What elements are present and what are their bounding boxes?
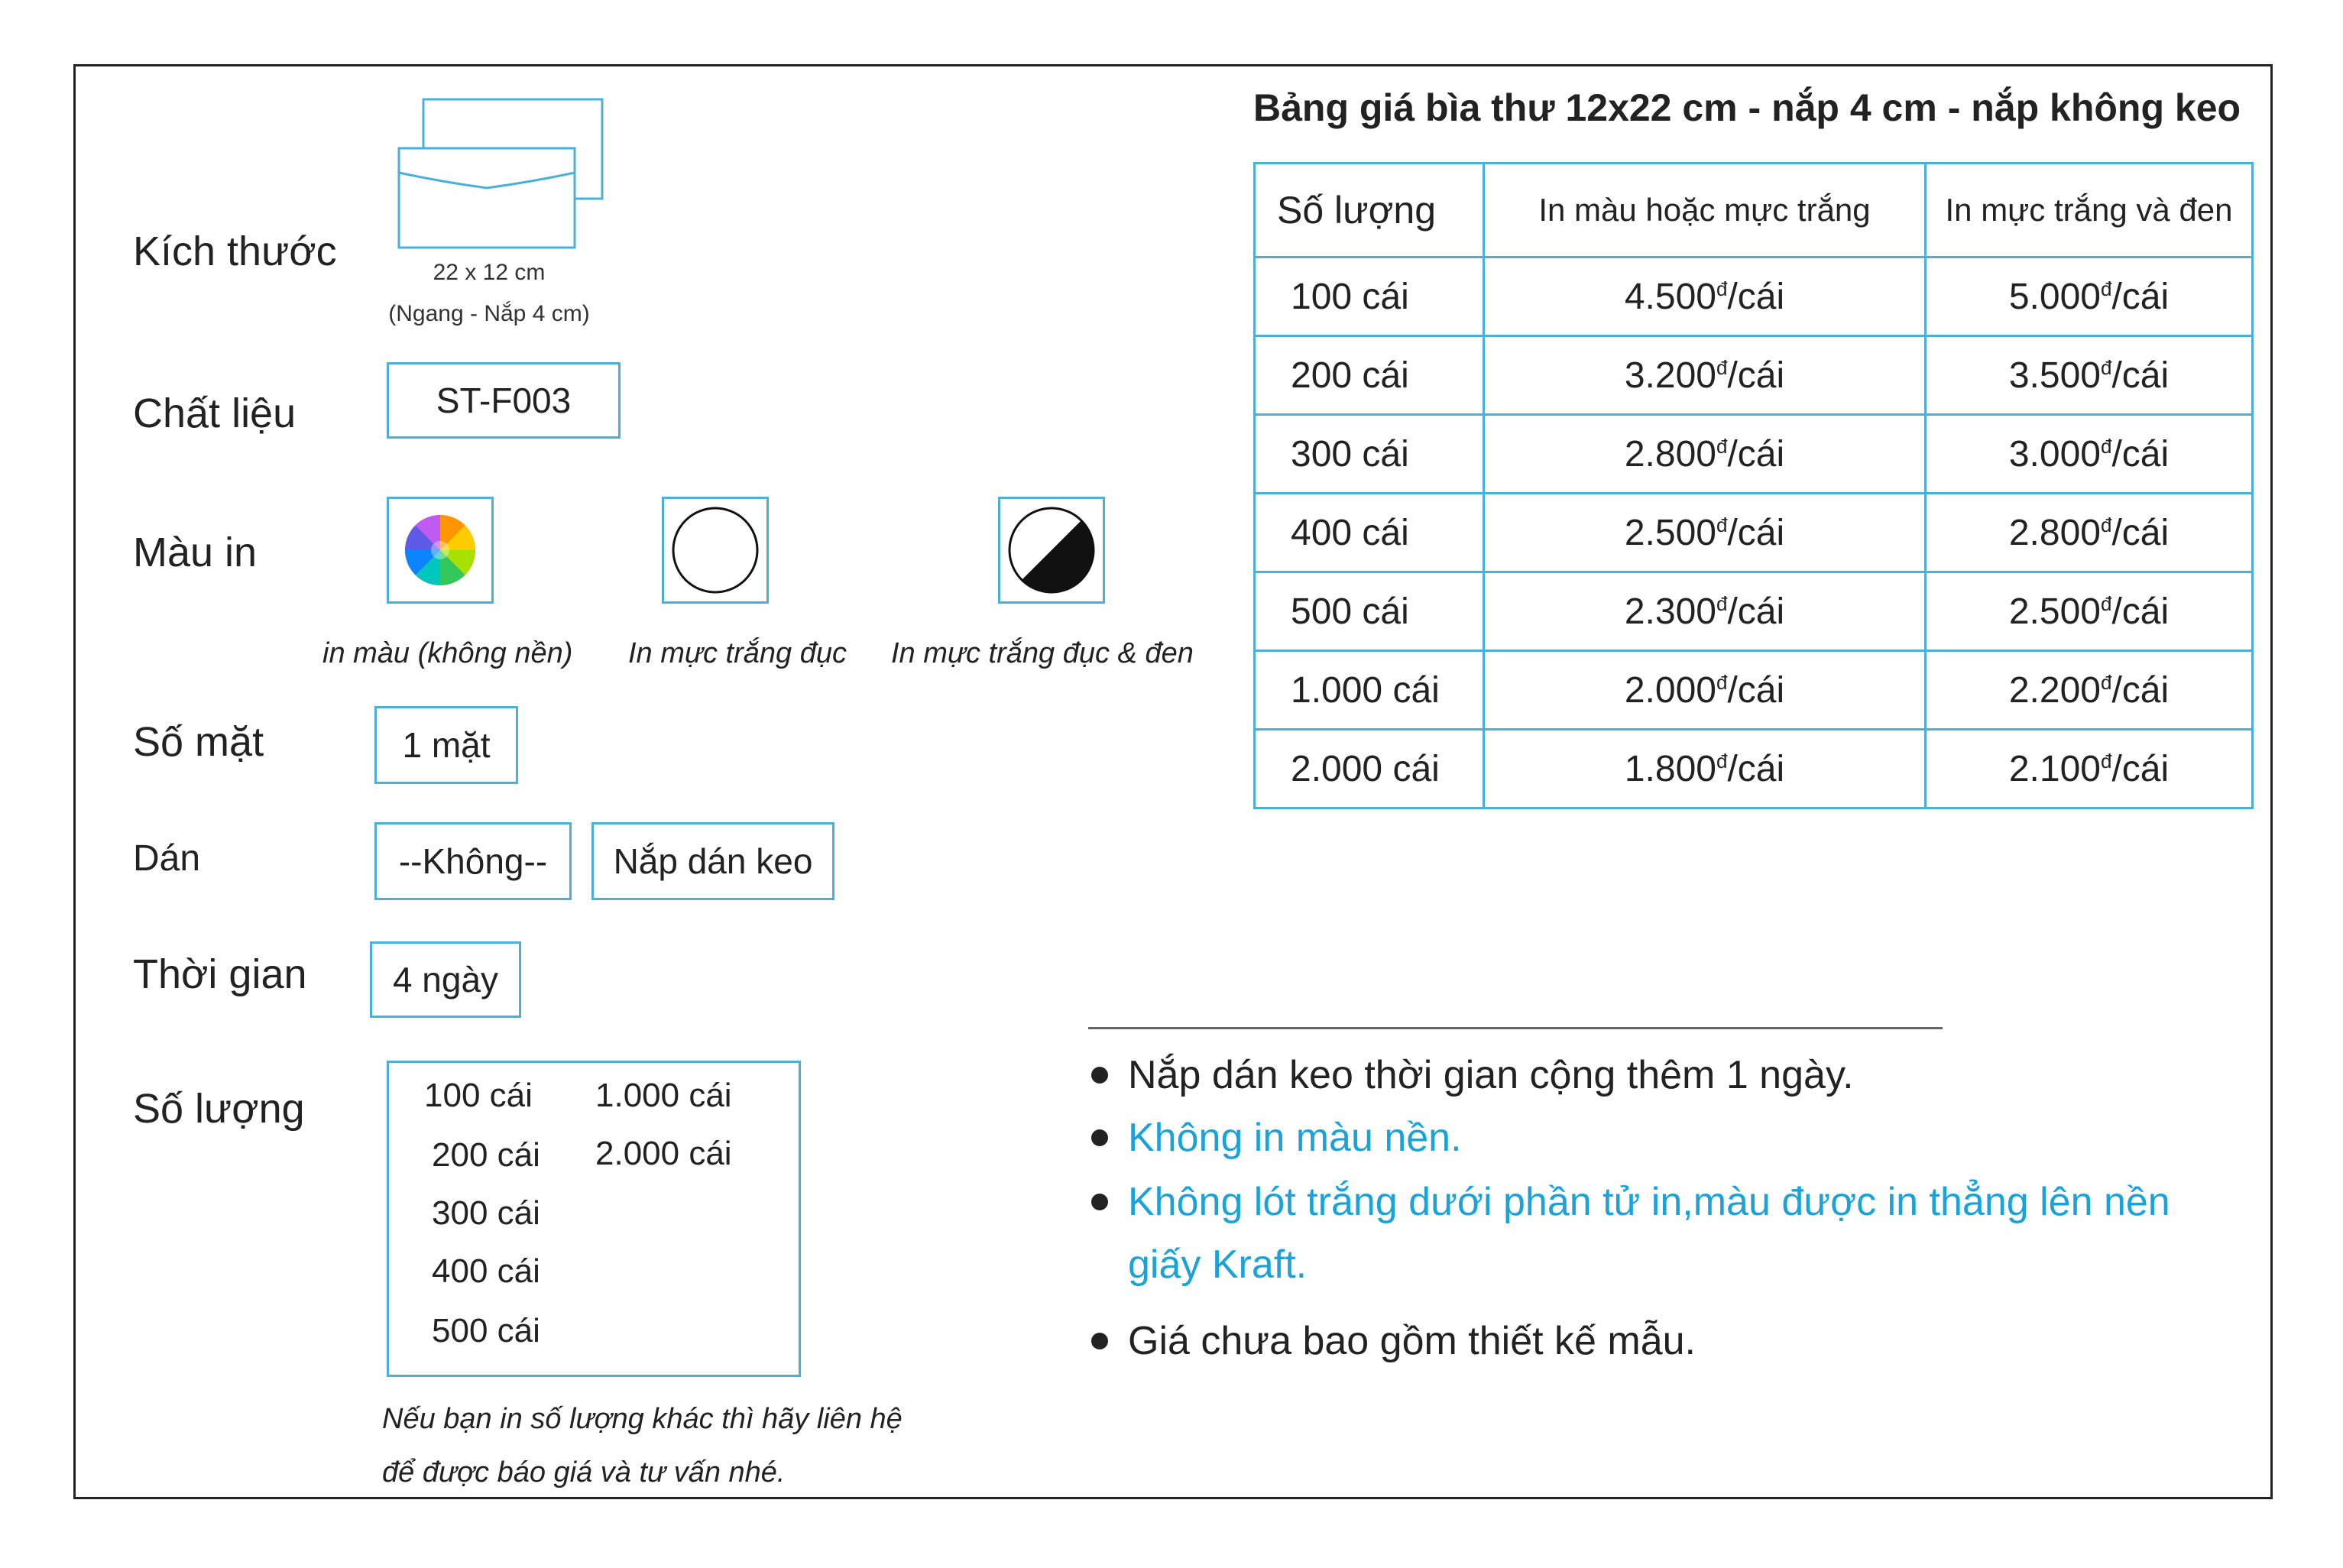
price-unit: /cái [1727, 433, 1785, 475]
price-cell-color [1484, 730, 1926, 808]
header-color-or-white: In màu hoặc mực trắng [1484, 164, 1926, 258]
currency-symbol: đ [1716, 513, 1728, 536]
price-cell-quantity: 100 cái [1255, 258, 1484, 336]
price-cell-quantity: 2.000 cái [1255, 730, 1484, 808]
glue-label: Dán [133, 838, 201, 879]
price-cell-white-black [1926, 494, 2253, 572]
black-white-circle-icon [1006, 505, 1097, 595]
glue-option-none[interactable]: --Không-- [374, 822, 572, 900]
price-cell-color [1484, 415, 1926, 494]
price-table-row [1255, 730, 2253, 808]
price-cell-white-black [1926, 258, 2253, 336]
currency-symbol: đ [2100, 749, 2112, 773]
price-cell-quantity: 300 cái [1255, 415, 1484, 494]
price-cell-white-black [1926, 415, 2253, 494]
price-cell-white-black [1926, 336, 2253, 415]
quantity-option-2000[interactable]: 2.000 cái [595, 1135, 732, 1172]
price-table-row [1255, 336, 2253, 415]
notes-divider [1088, 1027, 1943, 1029]
currency-symbol: đ [2100, 434, 2112, 458]
price-cell-white-black [1926, 651, 2253, 730]
price-cell-quantity: 400 cái [1255, 494, 1484, 572]
price-cell-color [1484, 336, 1926, 415]
price-table-row [1255, 494, 2253, 572]
size-caption-orientation: (Ngang - Nắp 4 cm) [388, 301, 590, 326]
print-color-caption-white: In mực trắng đục [628, 637, 847, 669]
price-unit: /cái [2111, 276, 2170, 317]
price-unit: /cái [2111, 748, 2170, 789]
price-table-row [1255, 258, 2253, 336]
price-cell-color [1484, 258, 1926, 336]
notes-list [1085, 1044, 2231, 1372]
currency-symbol: đ [2100, 277, 2112, 300]
price-table-title: Bảng giá bìa thư 12x22 cm - nắp 4 cm - nắp không keo [1253, 86, 2241, 129]
price-cell-color [1484, 494, 1926, 572]
currency-symbol: đ [1716, 355, 1728, 379]
price-cell-white-black [1926, 730, 2253, 808]
price-table-row [1255, 651, 2253, 730]
envelope-icon [396, 96, 607, 254]
print-color-caption-full: in màu (không nền) [322, 637, 573, 669]
currency-symbol: đ [1716, 277, 1728, 300]
print-color-caption-white-black: In mực trắng đục & đen [891, 637, 1194, 669]
time-label: Thời gian [133, 951, 307, 997]
note-item: Nắp dán keo thời gian cộng thêm 1 ngày. [1085, 1044, 2231, 1106]
price-unit: /cái [1727, 669, 1785, 711]
price-table-row [1255, 572, 2253, 651]
sides-option[interactable]: 1 mặt [374, 706, 518, 784]
price-value: 5.000 [2008, 276, 2101, 317]
price-unit: /cái [1727, 276, 1785, 317]
price-value: 2.000 [1624, 669, 1716, 711]
sides-label: Số mặt [133, 719, 264, 765]
price-value: 2.800 [1624, 433, 1716, 475]
quantity-option-300[interactable]: 300 cái [432, 1194, 540, 1232]
material-option[interactable]: ST-F003 [387, 362, 621, 439]
size-label: Kích thước [133, 228, 337, 274]
quantity-option-400[interactable]: 400 cái [432, 1252, 540, 1290]
price-unit: /cái [1727, 355, 1785, 396]
note-item: Không in màu nền. [1085, 1106, 2231, 1169]
currency-symbol: đ [1716, 591, 1728, 615]
white-circle-icon [670, 505, 760, 595]
currency-symbol: đ [1716, 749, 1728, 773]
time-option[interactable]: 4 ngày [370, 941, 521, 1018]
price-unit: /cái [2111, 512, 2170, 553]
price-unit: /cái [2111, 591, 2170, 632]
price-unit: /cái [2111, 433, 2170, 475]
quantity-option-200[interactable]: 200 cái [432, 1136, 540, 1174]
price-table-header-row [1255, 164, 2253, 258]
quantity-option-1000[interactable]: 1.000 cái [595, 1077, 732, 1114]
glue-option-glued-flap[interactable]: Nắp dán keo [591, 822, 834, 900]
currency-symbol: đ [1716, 670, 1728, 694]
price-cell-quantity: 200 cái [1255, 336, 1484, 415]
price-value: 4.500 [1624, 276, 1716, 317]
price-value: 1.800 [1624, 748, 1716, 789]
price-value: 2.500 [1624, 512, 1716, 553]
price-value: 3.000 [2008, 433, 2101, 475]
price-value: 3.500 [2008, 355, 2101, 396]
price-value: 2.500 [2008, 591, 2101, 632]
color-wheel-icon [403, 513, 477, 587]
price-value: 2.800 [2008, 512, 2101, 553]
price-table-row [1255, 415, 2253, 494]
price-cell-color [1484, 572, 1926, 651]
print-color-option-white[interactable] [662, 497, 769, 604]
currency-symbol: đ [2100, 591, 2112, 615]
quantity-note-line2: để được báo giá và tư vấn nhé. [382, 1456, 786, 1489]
price-unit: /cái [2111, 355, 2170, 396]
price-cell-quantity: 1.000 cái [1255, 651, 1484, 730]
price-unit: /cái [1727, 591, 1785, 632]
header-white-and-black: In mực trắng và đen [1926, 164, 2253, 258]
price-value: 3.200 [1624, 355, 1716, 396]
price-table [1253, 162, 2254, 809]
price-value: 2.200 [2008, 669, 2101, 711]
currency-symbol: đ [1716, 434, 1728, 458]
size-caption-dimensions: 22 x 12 cm [433, 260, 546, 285]
quantity-options [387, 1061, 801, 1377]
price-unit: /cái [1727, 748, 1785, 789]
price-cell-color [1484, 651, 1926, 730]
price-value: 2.300 [1624, 591, 1716, 632]
currency-symbol: đ [2100, 513, 2112, 536]
price-unit: /cái [1727, 512, 1785, 553]
quantity-option-500[interactable]: 500 cái [432, 1312, 540, 1349]
print-color-label: Màu in [133, 530, 258, 575]
print-color-option-full[interactable] [387, 497, 494, 604]
currency-symbol: đ [2100, 670, 2112, 694]
quantity-label: Số lượng [133, 1086, 305, 1132]
header-quantity: Số lượng [1255, 164, 1484, 258]
currency-symbol: đ [2100, 355, 2112, 379]
price-value: 2.100 [2008, 748, 2101, 789]
price-cell-white-black [1926, 572, 2253, 651]
note-item: Không lót trắng dưới phần tử in,màu được in thẳng lên nền giấy Kraft. [1085, 1171, 2231, 1296]
print-color-option-white-black[interactable] [998, 497, 1105, 604]
note-item: Giá chưa bao gồm thiết kế mẫu. [1085, 1310, 2231, 1372]
price-cell-quantity: 500 cái [1255, 572, 1484, 651]
quantity-option-100[interactable]: 100 cái [424, 1077, 533, 1114]
quantity-note-line1: Nếu bạn in số lượng khác thì hãy liên hệ [382, 1403, 903, 1435]
price-unit: /cái [2111, 669, 2170, 711]
material-label: Chất liệu [133, 390, 297, 436]
